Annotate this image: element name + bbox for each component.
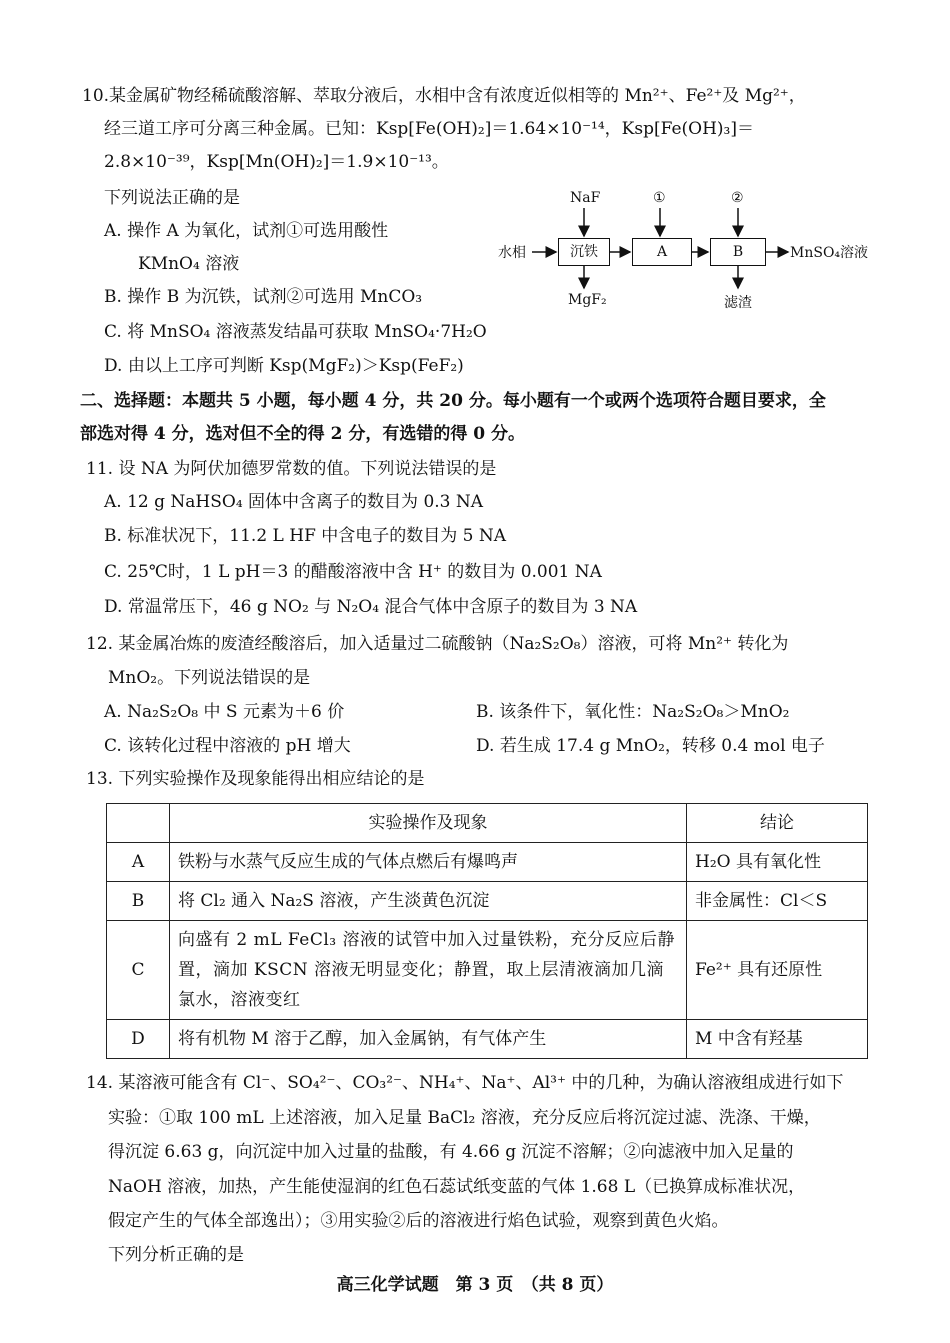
row-conclusion: M 中含有羟基 [687,1020,868,1059]
flow-input-label: 水相 [498,245,526,261]
q12-option-a: A. Na₂S₂O₈ 中 S 元素为＋6 价 [104,702,345,722]
header-conclusion: 结论 [687,804,868,843]
row-operation: 将有机物 M 溶于乙醇，加入金属钠，有气体产生 [170,1020,687,1059]
q14-line4: NaOH 溶液，加热，产生能使湿润的红色石蕊试纸变蓝的气体 1.68 L（已换算成标准状况， [108,1177,806,1197]
row-label: D [107,1020,170,1059]
q10-option-d: D. 由以上工序可判断 Ksp(MgF₂)＞Ksp(FeF₂) [104,356,464,376]
q10-option-a: A. 操作 A 为氧化，试剂①可选用酸性 [104,221,389,241]
q14-line2: 实验：①取 100 mL 上述溶液，加入足量 BaCl₂ 溶液，充分反应后将沉淀过滤、洗涤、干燥， [108,1108,821,1128]
flow-box-b: B [710,238,766,266]
q12-stem-line1: 12. 某金属冶炼的废渣经酸溶后，加入适量过二硫酸钠（Na₂S₂O₈）溶液，可将 Mn²⁺ 转化为 [86,634,789,654]
q12-option-c: C. 该转化过程中溶液的 pH 增大 [104,736,351,756]
flow-reagent2-label: ② [731,190,744,206]
table-row [107,1020,868,1059]
q10-ask: 下列说法正确的是 [104,188,240,208]
row-operation: 将 Cl₂ 通入 Na₂S 溶液，产生淡黄色沉淀 [170,882,687,921]
table-header-row [107,804,868,843]
flow-naf-label: NaF [570,190,601,206]
q12-option-d: D. 若生成 17.4 g MnO₂，转移 0.4 mol 电子 [476,736,825,756]
q11-option-b: B. 标准状况下，11.2 L HF 中含电子的数目为 5 NA [104,526,507,546]
q14-line5: 假定产生的气体全部逸出）；③用实验②后的溶液进行焰色试验，观察到黄色火焰。 [108,1211,729,1231]
q10-stem-line1: 10.某金属矿物经稀硫酸溶解、萃取分液后，水相中含有浓度近似相等的 Mn²⁺、Fe²⁺及 Mg²⁺， [82,86,806,106]
row-label: A [107,843,170,882]
q12-stem-line2: MnO₂。下列说法错误的是 [108,668,311,688]
header-operation: 实验操作及现象 [170,804,687,843]
flow-mgf2-label: MgF₂ [568,292,607,308]
q10-option-a-cont: KMnO₄ 溶液 [138,254,240,274]
flow-reagent1-label: ① [653,190,666,206]
row-operation: 向盛有 2 mL FeCl₃ 溶液的试管中加入过量铁粉，充分反应后静置，滴加 KSCN 溶液无明显变化；静置，取上层清液滴加几滴氯水，溶液变红 [170,921,687,1020]
q13-table [106,803,868,1059]
row-conclusion: Fe²⁺ 具有还原性 [687,921,868,1020]
flow-box-a: A [632,238,692,266]
section2-line1: 二、选择题：本题共 5 小题，每小题 4 分，共 20 分。每小题有一个或两个选项符合题目要求，全 [80,391,826,411]
q14-line1: 14. 某溶液可能含有 Cl⁻、SO₄²⁻、CO₃²⁻、NH₄⁺、Na⁺、Al³⁺ 中的几种，为确认溶液组成进行如下 [86,1073,844,1093]
table-row [107,921,868,1020]
q13-stem: 13. 下列实验操作及现象能得出相应结论的是 [86,769,425,789]
page-footer: 高三化学试题 第 3 页 （共 8 页） [336,1275,614,1295]
header-blank [107,804,170,843]
q10-option-c: C. 将 MnSO₄ 溶液蒸发结晶可获取 MnSO₄·7H₂O [104,322,487,342]
row-label: C [107,921,170,1020]
q12-option-b: B. 该条件下，氧化性：Na₂S₂O₈＞MnO₂ [476,702,790,722]
q11-option-d: D. 常温常压下，46 g NO₂ 与 N₂O₄ 混合气体中含原子的数目为 3 NA [104,597,638,617]
row-conclusion: H₂O 具有氧化性 [687,843,868,882]
row-operation: 铁粉与水蒸气反应生成的气体点燃后有爆鸣声 [170,843,687,882]
flow-residue-label: 滤渣 [724,295,752,311]
q11-stem: 11. 设 NA 为阿伏加德罗常数的值。下列说法错误的是 [86,459,497,479]
row-label: B [107,882,170,921]
q11-option-c: C. 25℃时，1 L pH＝3 的醋酸溶液中含 H⁺ 的数目为 0.001 NA [104,562,602,582]
q10-flowchart [492,188,912,318]
flow-output-label: MnSO₄溶液 [790,245,869,261]
table-row [107,843,868,882]
q10-stem-line2: 经三道工序可分离三种金属。已知：Ksp[Fe(OH)₂]＝1.64×10⁻¹⁴，Ksp[Fe(OH)₃]＝ [104,119,755,139]
table-row [107,882,868,921]
flow-box-precipitate-iron: 沉铁 [558,238,610,266]
q10-option-b: B. 操作 B 为沉铁，试剂②可选用 MnCO₃ [104,287,423,307]
q10-stem-line3: 2.8×10⁻³⁹，Ksp[Mn(OH)₂]＝1.9×10⁻¹³。 [104,152,449,172]
row-conclusion: 非金属性：Cl＜S [687,882,868,921]
q11-option-a: A. 12 g NaHSO₄ 固体中含离子的数目为 0.3 NA [104,492,484,512]
q14-ask: 下列分析正确的是 [108,1245,244,1265]
section2-line2: 部选对得 4 分，选对但不全的得 2 分，有选错的得 0 分。 [80,424,525,444]
q14-line3: 得沉淀 6.63 g，向沉淀中加入过量的盐酸，有 4.66 g 沉淀不溶解；②向滤液中加入足量的 [108,1142,794,1162]
